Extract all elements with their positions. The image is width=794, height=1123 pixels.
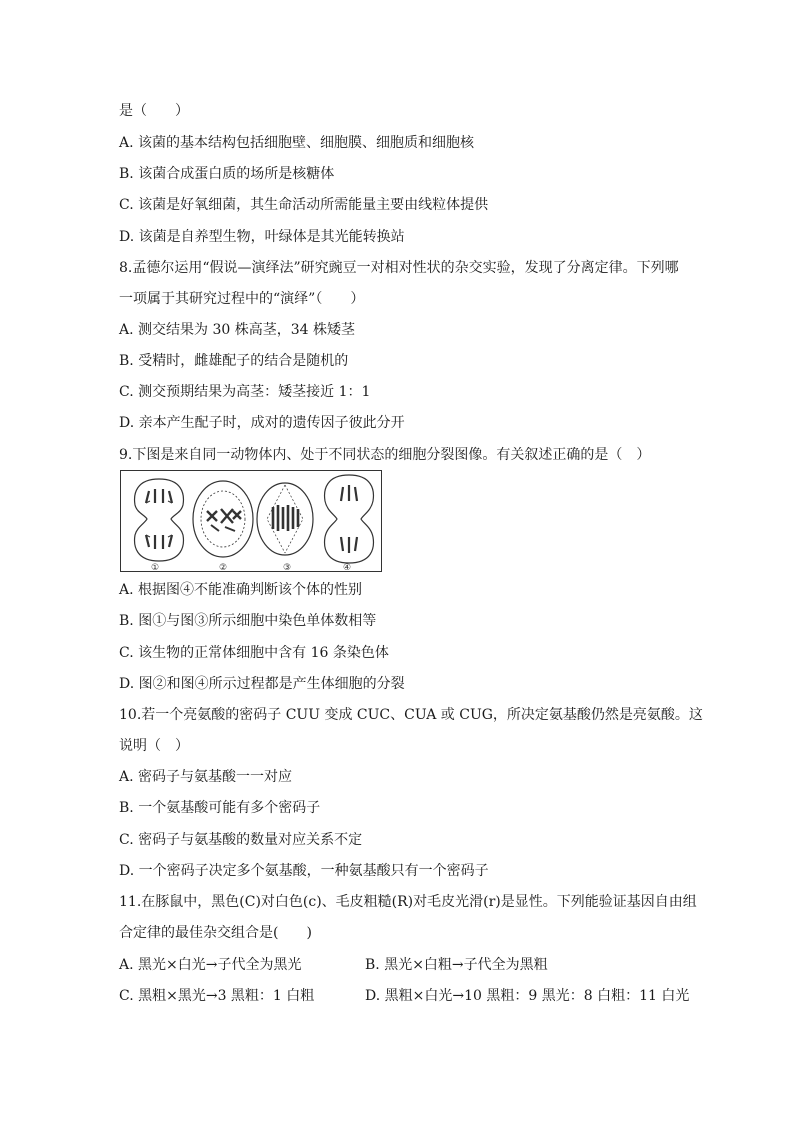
cell-3 — [257, 483, 313, 555]
q11-stem-line2: 合定律的最佳杂交组合是( ) — [119, 925, 312, 941]
q9-option-d: D. 图②和图④所示过程都是产生体细胞的分裂 — [119, 676, 405, 692]
cell-4 — [325, 475, 374, 563]
q9-option-a: A. 根据图④不能准确判断该个体的性别 — [119, 582, 363, 598]
q8-stem-line2: 一项属于其研究过程中的“演绎”（ ） — [119, 291, 365, 307]
q11-option-b: B. 黑光×白粗→子代全为黑粗 — [365, 957, 548, 973]
q11-option-a: A. 黑光×白光→子代全为黑光 — [119, 957, 302, 973]
cell-division-figure — [120, 470, 382, 572]
q10-stem-line1: 10.若一个亮氨酸的密码子 CUU 变成 CUC、CUA 或 CUG，所决定氨基酸仍然是亮氨酸。这 — [119, 707, 703, 723]
q10-stem-line2: 说明（ ） — [119, 738, 189, 754]
q7-option-d: D. 该菌是自养型生物，叶绿体是其光能转换站 — [119, 229, 405, 245]
q8-option-c: C. 测交预期结果为高茎：矮茎接近 1：1 — [119, 384, 371, 400]
q8-option-b: B. 受精时，雌雄配子的结合是随机的 — [119, 353, 349, 369]
q11-stem-line1: 11.在豚鼠中，黑色(C)对白色(c)、毛皮粗糙(R)对毛皮光滑(r)是显性。下列能验证基因自由组 — [119, 894, 697, 910]
q8-option-d: D. 亲本产生配子时，成对的遗传因子彼此分开 — [119, 415, 405, 431]
q9-option-b: B. 图①与图③所示细胞中染色单体数相等 — [119, 613, 377, 629]
q8-stem-line1: 8.孟德尔运用“假说—演绎法”研究豌豆一对相对性状的杂交实验，发现了分离定律。下列哪 — [119, 260, 679, 276]
q7-option-b: B. 该菌合成蛋白质的场所是核糖体 — [119, 166, 335, 182]
q8-option-a: A. 测交结果为 30 株高茎，34 株矮茎 — [119, 322, 355, 338]
q9-stem: 9.下图是来自同一动物体内、处于不同状态的细胞分裂图像。有关叙述正确的是（ ） — [119, 447, 651, 463]
label-cell-1: ① — [151, 563, 160, 573]
q11-option-c: C. 黑粗×黑光→3 黑粗：1 白粗 — [119, 988, 315, 1004]
q7-option-a: A. 该菌的基本结构包括细胞壁、细胞膜、细胞质和细胞核 — [119, 135, 475, 151]
q7-stem-tail: 是（ ） — [119, 103, 189, 119]
q10-option-c: C. 密码子与氨基酸的数量对应关系不定 — [119, 832, 363, 848]
cell-division-diagram — [121, 471, 383, 573]
q10-option-d: D. 一个密码子决定多个氨基酸，一种氨基酸只有一个密码子 — [119, 863, 489, 879]
q11-option-d: D. 黑粗×白光→10 黑粗：9 黑光：8 白粗：11 白光 — [365, 988, 690, 1004]
q9-option-c: C. 该生物的正常体细胞中含有 16 条染色体 — [119, 645, 389, 661]
cell-1 — [135, 479, 184, 561]
label-cell-4: ④ — [343, 563, 352, 573]
q7-option-c: C. 该菌是好氧细菌，其生命活动所需能量主要由线粒体提供 — [119, 197, 489, 213]
cell-2 — [193, 481, 253, 557]
q10-option-a: A. 密码子与氨基酸一一对应 — [119, 769, 293, 785]
q10-option-b: B. 一个氨基酸可能有多个密码子 — [119, 800, 321, 816]
label-cell-2: ② — [219, 563, 228, 573]
label-cell-3: ③ — [283, 563, 292, 573]
